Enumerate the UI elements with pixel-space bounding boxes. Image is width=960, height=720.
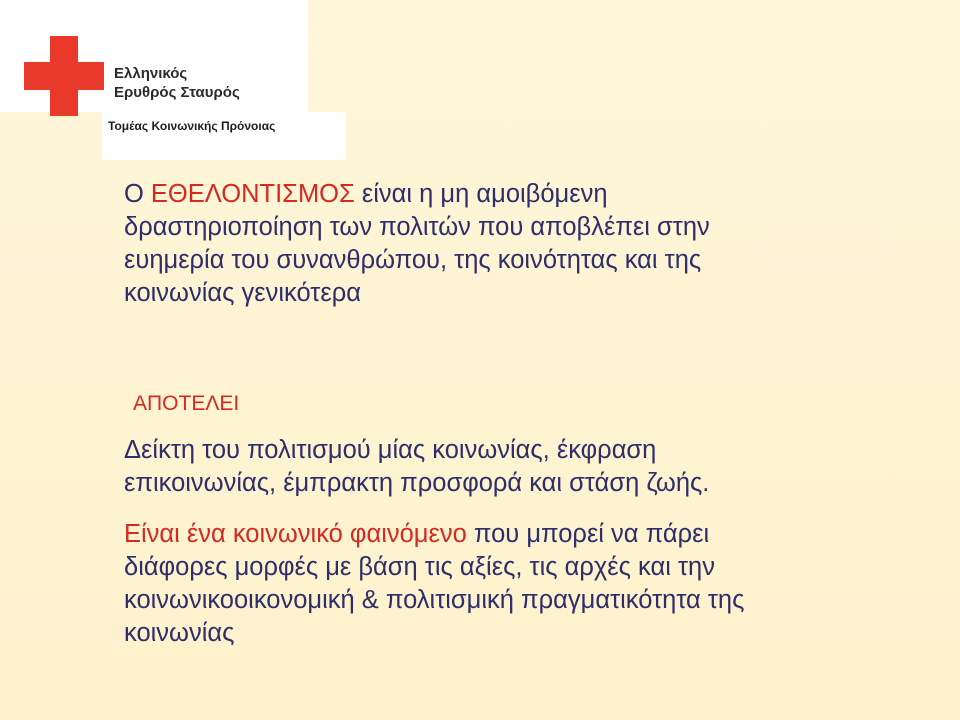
indicator-line-1: Δείκτη του πολιτισμού μίας κοινωνίας, έκφραση (124, 436, 657, 464)
red-cross-icon (24, 36, 104, 116)
definition-line-2: δραστηριοποίηση των πολιτών που αποβλέπει στην (124, 213, 710, 241)
sector-label: Τομέας Κοινωνικής Πρόνοιας (108, 119, 276, 133)
org-name-line1: Ελληνικός (114, 65, 188, 82)
definition-line-3: ευημερία του συνανθρώπου, της κοινότητας και της (124, 246, 702, 274)
phenomenon-line-1-rest: που μπορεί να πάρει (466, 520, 710, 548)
phenomenon-line-4: κοινωνίας (124, 619, 235, 647)
definition-line-1 (124, 178, 710, 211)
constitutes-heading: ΑΠΟΤΕΛΕΙ (133, 392, 240, 415)
definition-prefix: Ο (124, 180, 151, 208)
phenomenon-line-2: διάφορες μορφές με βάση τις αξίες, τις αρχές και την (124, 553, 715, 581)
definition-line-1-rest: είναι η μη αμοιβόμενη (354, 180, 608, 208)
org-name-line2: Ερυθρός Σταυρός (114, 84, 240, 101)
definition-keyword: ΕΘΕΛΟΝΤΙΣΜΟΣ (150, 180, 355, 208)
definition-line-4: κοινωνίας γενικότερα (124, 279, 361, 307)
indicator-line-2: επικοινωνίας, έμπρακτη προσφορά και στάση ζωής. (124, 469, 710, 497)
phenomenon-highlight: Είναι ένα κοινωνικό φαινόμενο (124, 520, 467, 548)
phenomenon-paragraph (124, 518, 744, 650)
red-cross-horizontal-bar (24, 62, 104, 90)
definition-paragraph (124, 178, 710, 310)
indicator-paragraph (124, 434, 709, 500)
organization-name (114, 64, 240, 102)
phenomenon-line-3: κοινωνικοοικονομική & πολιτισμική πραγματικότητα της (124, 586, 745, 614)
phenomenon-line-1 (124, 518, 744, 551)
